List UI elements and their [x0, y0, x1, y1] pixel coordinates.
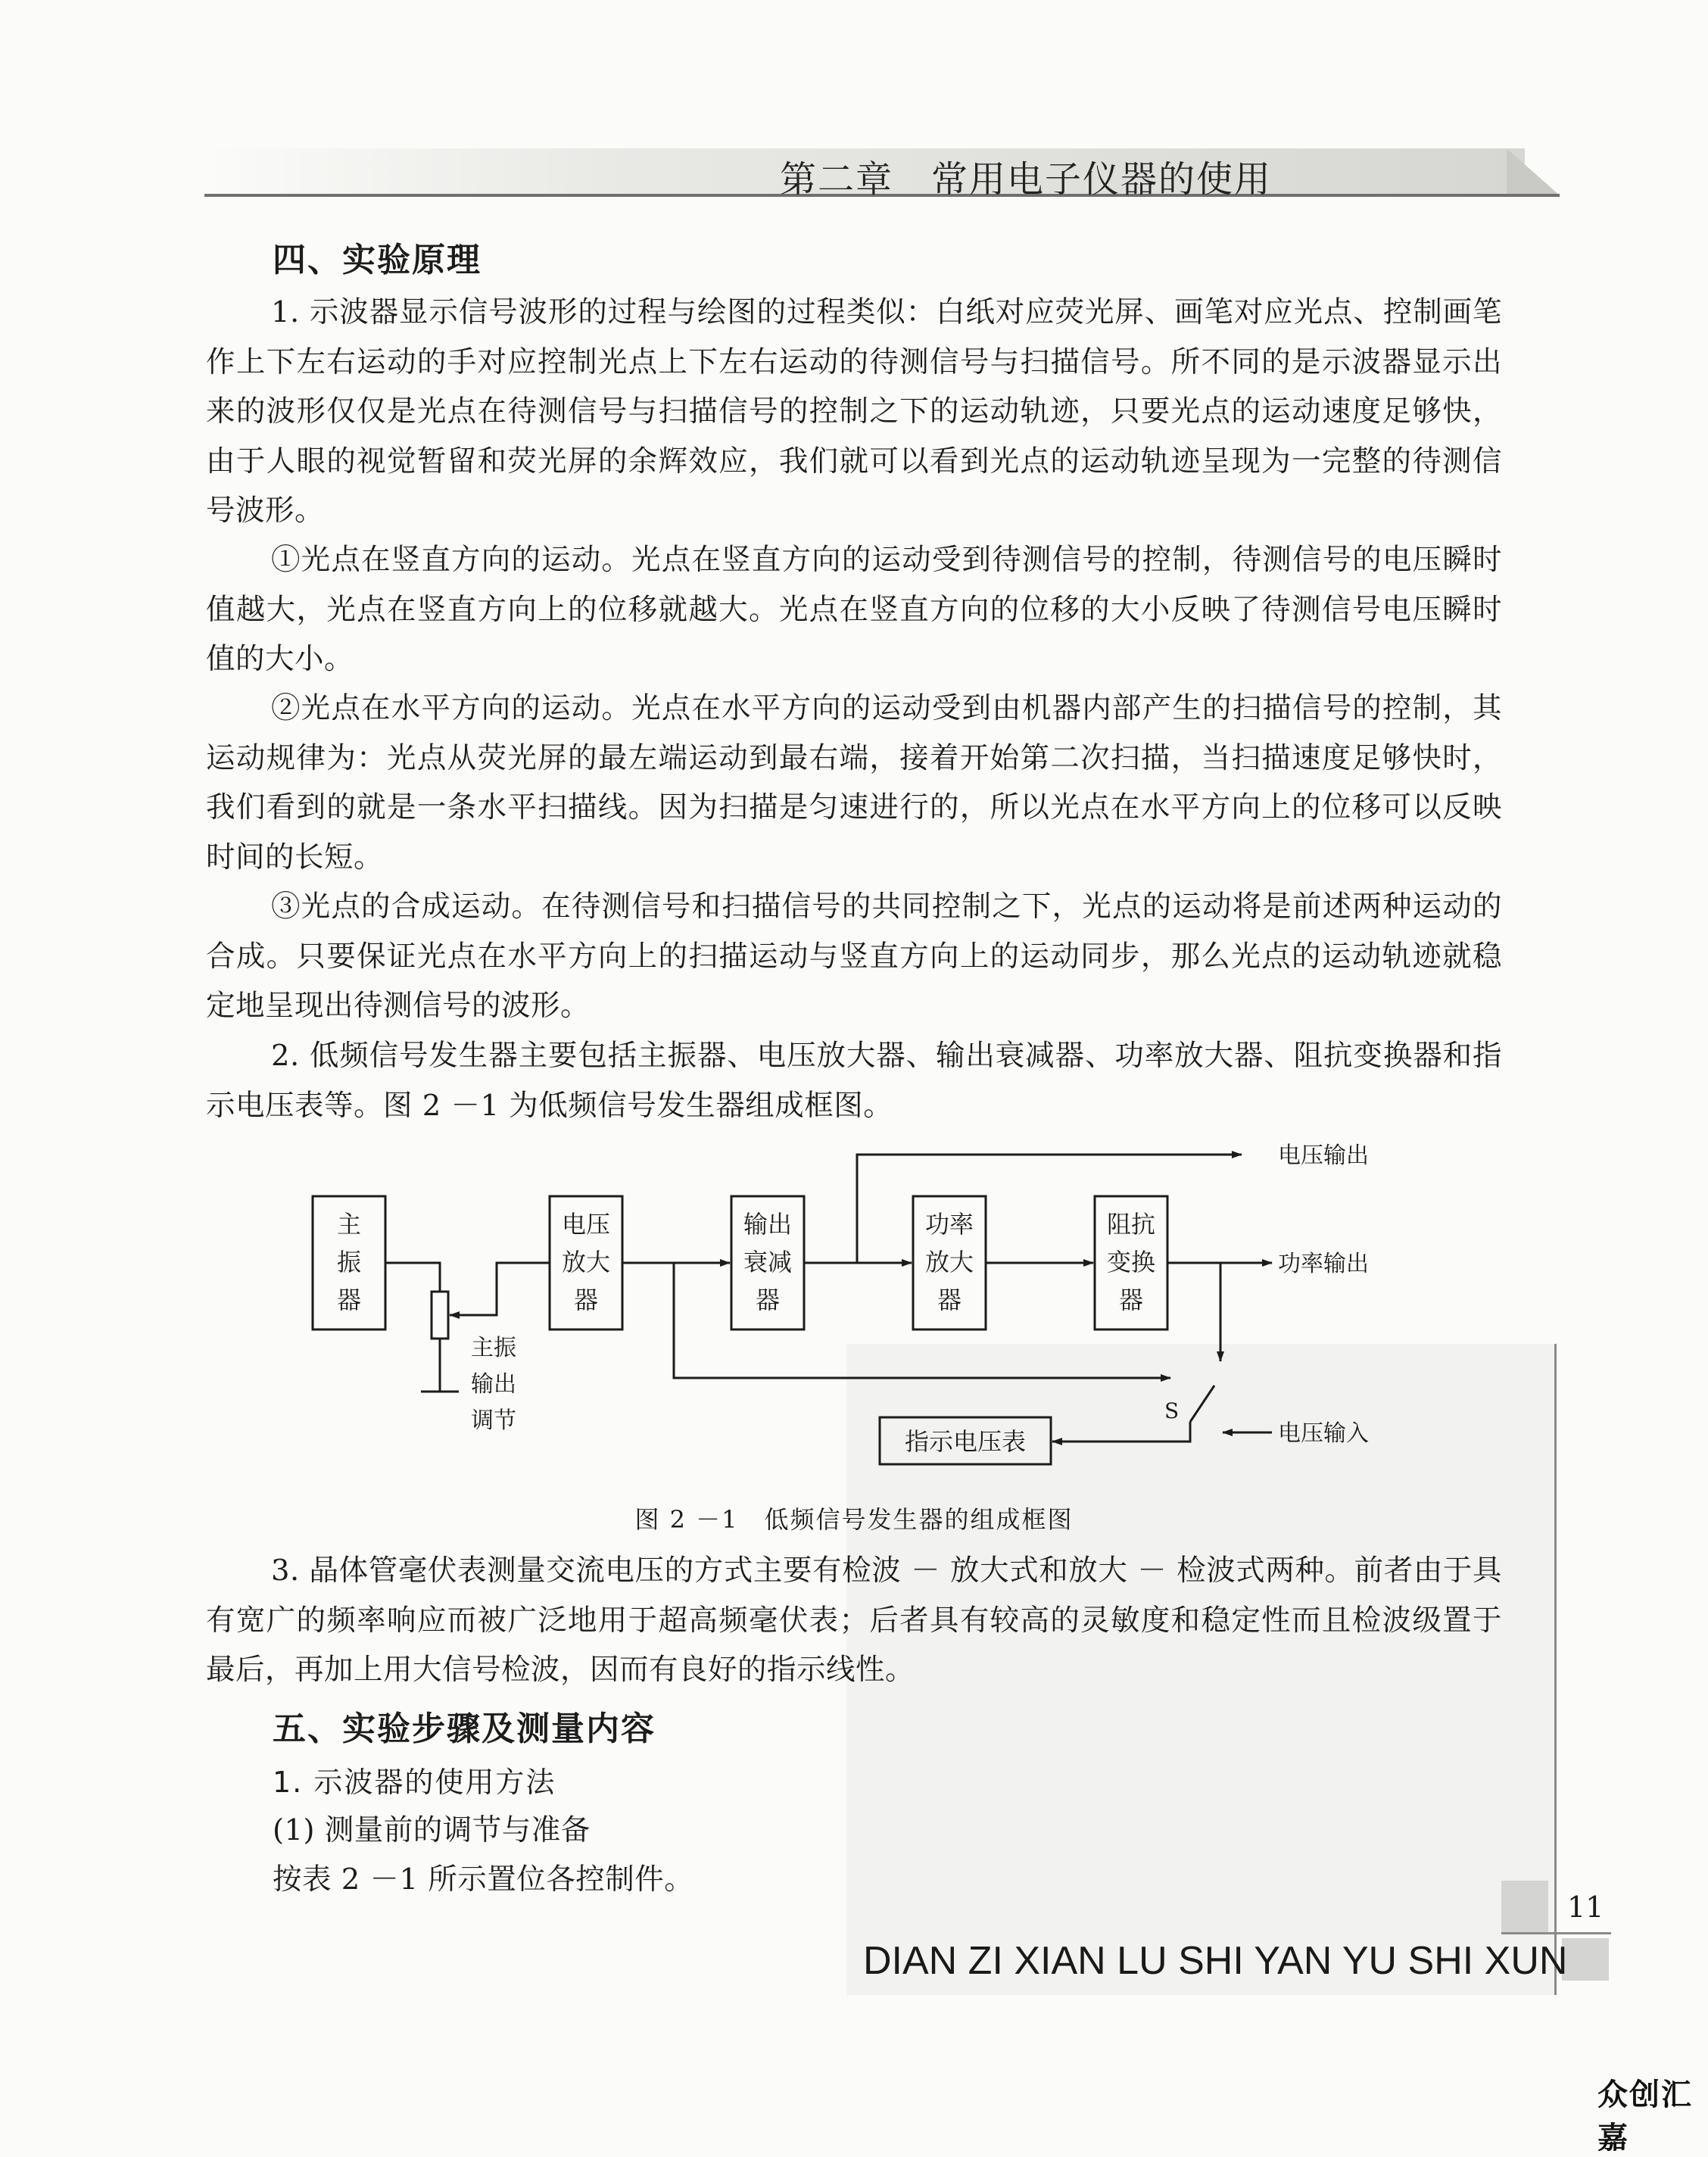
power-output-label: 功率输出 [1278, 1251, 1369, 1277]
watermark-logo: 众创汇嘉 [1597, 2078, 1693, 2155]
atten-label-1: 输出 [743, 1210, 793, 1239]
paragraph-signal-generator: 2. 低频信号发生器主要包括主振器、电压放大器、输出衰减器、功率放大器、阻抗变换器和指示电压表等。图 2 －1 为低频信号发生器组成框图。 [206, 1039, 1502, 1123]
power-amp-label-2: 放大 [924, 1248, 974, 1276]
volt-amp-label-1: 电压 [561, 1210, 611, 1239]
subheading-oscilloscope-usage: 1. 示波器的使用方法 [273, 1766, 556, 1799]
paragraph-control-settings: 按表 2 －1 所示置位各控制件。 [273, 1862, 694, 1897]
imp-conv-label-3: 器 [1118, 1286, 1144, 1314]
paragraph-vertical-motion: ①光点在竖直方向的运动。光点在竖直方向的运动受到待测信号的控制，待测信号的电压瞬时值越大，光点在竖直方向上的位移就越大。光点在竖直方向的位移的大小反映了待测信号电压瞬时值的大小。 [206, 543, 1502, 676]
paragraph-oscilloscope-principle: 1. 示波器显示信号波形的过程与绘图的过程类似：白纸对应荧光屏、画笔对应光点、控制画笔作上下左右运动的手对应控制光点上下左右运动的待测信号与扫描信号。所不同的是示波器显示出来的波形仅仅是光点在待测信号与扫描信号的控制之下的运动轨迹，只要光点的运动速度足够快，由于人眼的视觉暂留和荧光屏的余辉效应，我们就可以看到光点的运动轨迹呈现为一完整的待测信号波形。 [206, 295, 1502, 528]
block-diagram [288, 1121, 1438, 1492]
paragraph-horizontal-motion: ②光点在水平方向的运动。光点在水平方向的运动受到由机器内部产生的扫描信号的控制，其运动规律为：光点从荧光屏的最左端运动到最右端，接着开始第二次扫描，当扫描速度足够快时，我们看到的就是一条水平扫描线。因为扫描是匀速进行的，所以光点在水平方向上的位移可以反映时间的长短。 [206, 691, 1502, 874]
section-heading-principle: 四、实验原理 [273, 241, 482, 279]
switch-label: S [1164, 1398, 1180, 1423]
power-amp-label-3: 器 [937, 1286, 962, 1314]
subheading-preparation: (1) 测量前的调节与准备 [273, 1813, 591, 1847]
atten-label-3: 器 [755, 1286, 781, 1314]
footer-horizontal-rule [1501, 1932, 1611, 1934]
footer-gray-square-top [1501, 1881, 1548, 1932]
chapter-title: 第二章 常用电子仪器的使用 [780, 158, 1273, 201]
section-heading-procedure: 五、实验步骤及测量内容 [273, 1710, 656, 1748]
figure-caption: 图 2 －1 低频信号发生器的组成框图 [634, 1505, 1074, 1534]
footer-book-title: DIAN ZI XIAN LU SHI YAN YU SHI XUN [863, 1939, 1568, 1983]
main-osc-label-3: 器 [336, 1286, 362, 1314]
power-amp-label-1: 功率 [924, 1210, 974, 1239]
adjust-label-3: 调节 [471, 1407, 516, 1434]
indicator-label: 指示电压表 [904, 1427, 1027, 1456]
voltage-output-label: 电压输出 [1278, 1142, 1369, 1169]
page-number: 11 [1567, 1890, 1604, 1924]
footer-gray-square-bottom [1562, 1938, 1609, 1981]
paragraph-composite-motion: ③光点的合成运动。在待测信号和扫描信号的共同控制之下，光点的运动将是前述两种运动的合成。只要保证光点在水平方向上的扫描运动与竖直方向上的运动同步，那么光点的运动轨迹就稳定地呈现出待测信号的波形。 [206, 890, 1502, 1023]
paragraph-millivoltmeter: 3. 晶体管毫伏表测量交流电压的方式主要有检波 － 放大式和放大 － 检波式两种。前者由于具有宽广的频率响应而被广泛地用于超高频毫伏表；后者具有较高的灵敏度和稳定性而且检波级置于最后，再加上用大信号检波，因而有良好的指示线性。 [206, 1554, 1502, 1687]
volt-amp-label-2: 放大 [561, 1248, 611, 1276]
main-osc-label-2: 振 [336, 1248, 362, 1276]
volt-amp-label-3: 器 [573, 1286, 599, 1314]
imp-conv-label-1: 阻抗 [1106, 1210, 1156, 1239]
voltage-input-label: 电压输入 [1278, 1420, 1369, 1447]
footer-vertical-rule [1554, 1344, 1557, 1995]
chapter-header-corner [1507, 148, 1560, 195]
imp-conv-label-2: 变换 [1106, 1248, 1156, 1276]
adjust-label-1: 主振 [471, 1335, 516, 1361]
atten-label-2: 衰减 [743, 1248, 793, 1276]
adjust-label-2: 输出 [471, 1371, 516, 1398]
potentiometer-symbol [432, 1292, 448, 1339]
main-osc-label-1: 主 [336, 1210, 362, 1239]
